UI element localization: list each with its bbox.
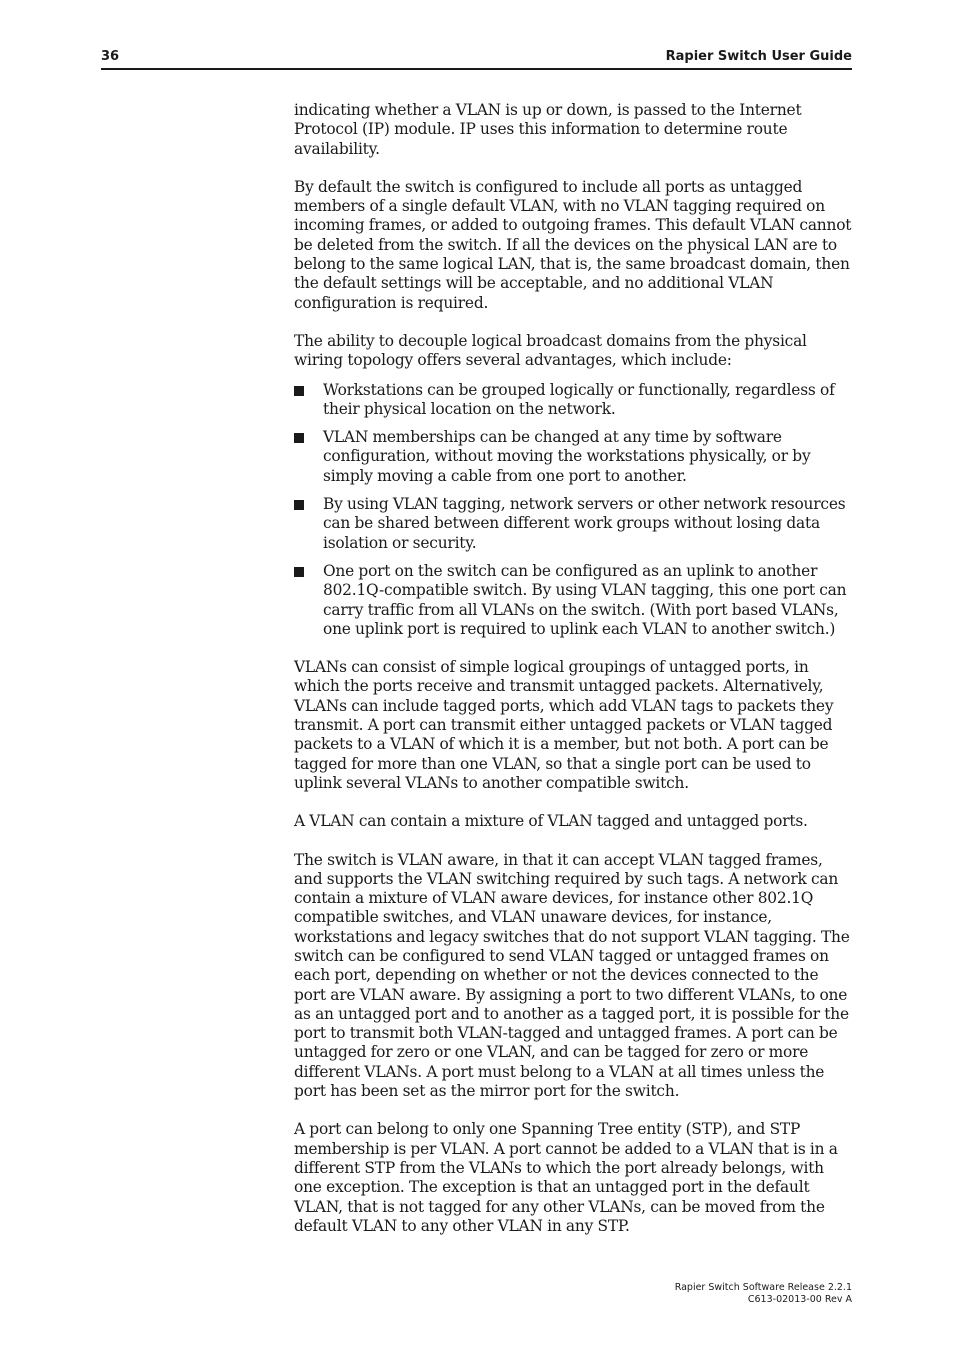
page-footer [675,1282,852,1305]
square-bullet-icon [294,567,304,577]
main-content [294,101,854,1255]
paragraph: The switch is VLAN aware, in that it can accept VLAN tagged frames, and supports the VLAN switching required by such tags. A network can contain a mixture of VLAN aware devices, for instance other 802.1Q compatible switches, and VLAN unaware devices, for instance, workstations and legacy switches that do not support VLAN tagging. The switch can be configured to send VLAN tagged or untagged frames on each port, depending on whether or not the devices connected to the port are VLAN aware. By assigning a port to two different VLANs, to one as an untagged port and to another as a tagged port, it is possible for the port to transmit both VLAN-tagged and untagged frames. A port can be untagged for zero or one VLAN, and can be tagged for zero or more different VLANs. A port must belong to a VLAN at all times unless the port has been set as the mirror port for the switch. [294,850,850,1101]
document-number: C613-02013-00 Rev A [747,1293,852,1305]
list-item-text: VLAN memberships can be changed at any time by software configuration, without moving the workstations physically, or by simply moving a cable from one port to another. [323,428,811,485]
list-item-text: Workstations can be grouped logically or functionally, regardless of their physical location on the network. [323,380,835,418]
list-item [294,381,854,420]
square-bullet-icon [294,433,304,443]
paragraph: A VLAN can contain a mixture of VLAN tagged and untagged ports. [294,812,808,831]
paragraph: indicating whether a VLAN is up or down, is passed to the Internet Protocol (IP) module. IP uses this information to determine route availability. [294,101,802,158]
list-item [294,562,854,639]
square-bullet-icon [294,386,304,396]
paragraph: By default the switch is configured to include all ports as untagged members of a single default VLAN, with no VLAN tagging required on incoming frames, or added to outgoing frames. This default VLAN cannot be deleted from the switch. If all the devices on the physical LAN are to belong to the same logical LAN, that is, the same broadcast domain, then the default settings will be acceptable, and no additional VLAN configuration is required. [294,177,852,312]
list-item-text: By using VLAN tagging, network servers or other network resources can be shared between different work groups without losing data isolation or security. [323,495,846,552]
paragraph: A port can belong to only one Spanning Tree entity (STP), and STP membership is per VLAN. A port cannot be added to a VLAN that is in a different STP from the VLANs to which the port already belongs, with one exception. The exception is that an untagged port in the default VLAN, that is not tagged for any other VLANs, can be moved from the default VLAN to any other VLAN in any STP. [294,1120,838,1235]
advantages-list [294,381,854,640]
page-number: 36 [101,49,120,64]
list-item [294,495,854,553]
running-title: Rapier Switch User Guide [665,49,852,64]
paragraph: The ability to decouple logical broadcast domains from the physical wiring topology offers several advantages, which include: [294,331,807,370]
list-item [294,428,854,486]
paragraph: VLANs can consist of simple logical groupings of untagged ports, in which the ports receive and transmit untagged packets. Alternatively, VLANs can include tagged ports, which add VLAN tags to packets they transmit. A port can transmit either untagged packets or VLAN tagged packets to a VLAN of which it is a member, but not both. A port can be tagged for more than one VLAN, so that a single port can be used to uplink several VLANs to another compatible switch. [294,658,834,792]
release-info: Rapier Switch Software Release 2.2.1 [674,1282,852,1293]
page-header [101,48,852,70]
list-item-text: One port on the switch can be configured as an uplink to another 802.1Q-compatible switch. By using VLAN tagging, this one port can carry traffic from all VLANs on the switch. (With port based VLANs, one uplink port is required to uplink each VLAN to another switch.) [323,561,847,638]
square-bullet-icon [294,500,304,510]
